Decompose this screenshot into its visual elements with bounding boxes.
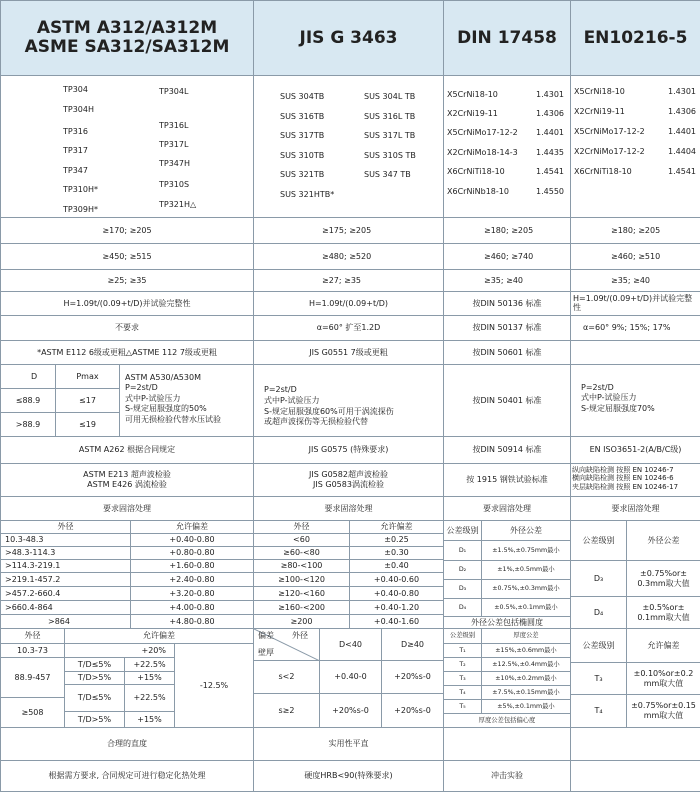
wt-row: ±7.5%,±0.15mm最小 [482,686,570,700]
yield-din: ≥180; ≥205 [444,218,571,244]
igc-astm: ASTM A262 根据合同规定 [1,437,254,464]
od-row: ≥60-<80 [254,547,350,560]
wt-jis-corner [254,629,320,661]
od-row: ±0.5%,±0.1mm最小 [482,599,570,617]
flaring-en: α=60° 9%; 15%; 17% [571,316,700,341]
header-en-title: EN10216-5 [583,27,688,48]
grade-number: 1.4401 [536,128,564,137]
grade: X5CrNiMo17-12-2 [574,127,645,136]
od-head: 公差级别 [444,521,482,541]
wt-row: ±0.75%or±0.15 mm取大值 [631,701,696,720]
straightness-astm: 合理的直度 [1,728,254,761]
flaring-jis: α=60° 扩至1.2D [254,316,444,341]
grade: TP304L [159,87,189,96]
grade: SUS 321TB [280,170,325,179]
od-row: ≥100-<120 [254,573,350,587]
od-row: D₃ [444,580,482,599]
od-row: ±0.30 [350,547,443,560]
flattening-en: H=1.09t/(0.09+t/D)并试验完整性 [571,292,700,316]
grade: TP347H [159,159,190,168]
wt-row: T₁ [444,644,482,658]
ndt-jis: JIS G0582超声波检验 JIS G0583涡流检验 [254,464,444,497]
solution-astm: 要求固溶处理 [1,497,254,521]
od-head: 外径 [1,521,131,534]
od-head: 公差级别 [571,521,627,561]
grade: TP321H△ [159,200,197,209]
other-astm: 根据需方要求, 合同规定可进行稳定化热处理 [1,761,254,792]
od-head: 外径 [254,521,350,534]
ndt-en: 纵向缺陷检测 按照 EN 10246-7 横向缺陷检测 按照 EN 10246-6 夹层缺陷检测 按照 EN 10246-17 [571,464,700,497]
grade: X5CrNi18-10 [447,90,498,99]
grade: X6CrNiNb18-10 [447,187,509,196]
hydro-en: P=2st/D 式中P-试验压力 S-规定屈服强度70% [571,365,700,437]
od-tol-en [571,521,700,629]
od-tol-astm [1,521,254,629]
od-row: ±0.5%or± 0.1mm取大值 [637,602,690,622]
hydro-din: 按DIN 50401 标准 [444,365,571,437]
wt-tol-din [444,629,571,728]
flaring-din: 按DIN 50137 标准 [444,316,571,341]
wt-row: ±5%,±0.1mm最小 [482,700,570,714]
hydro-p-1: ≤17 [56,389,120,413]
od-row: ≥120-<160 [254,587,350,601]
igc-jis: JIS G0575 (特殊要求) [254,437,444,464]
wt-val: +22.5% [125,685,175,712]
wt-td: T/D>5% [65,712,125,727]
grade: SUS 321HTB* [280,190,335,199]
grain-en [571,341,700,365]
elongation-din: ≥35; ≥40 [444,270,571,292]
grade: X2CrNiMo17-12-2 [574,147,645,156]
grade: X2CrNi19-11 [447,109,498,118]
grade: TP316 [63,127,88,136]
wt-td: T/D≤5% [65,685,125,712]
grade-number: 1.4301 [668,87,696,96]
wt-val: +20% [65,644,175,658]
wt-jis-head-a: 偏差 [258,631,274,640]
grade: TP310H* [63,185,98,194]
hydro-astm [1,365,254,437]
yield-en: ≥180; ≥205 [571,218,700,244]
solution-din: 要求固溶处理 [444,497,571,521]
od-row: +0.40-0.80 [131,534,253,547]
grade-number: 1.4401 [668,127,696,136]
grade-number: 1.4541 [536,167,564,176]
grain-astm: *ASTM E112 6级或更粗△ASTME 112 7级或更粗 [1,341,254,365]
wt-head: 公差级别 [571,629,627,663]
grade: TP317L [159,140,189,149]
wt-row: ±15%,±0.6mm最小 [482,644,570,658]
od-row: >48.3-114.3 [1,547,131,560]
flattening-astm: H=1.09t/(0.09+t/D)并试验完整性 [1,292,254,316]
grade: TP304H [63,105,94,114]
grade: TP316L [159,121,189,130]
tensile-en: ≥460; ≥510 [571,244,700,270]
od-row: ±1.5%,±0.75mm最小 [482,541,570,561]
hydro-col-d: D [1,365,56,389]
ndt-astm: ASTM E213 超声波检验 ASTM E426 涡流检验 [1,464,254,497]
wt-head: 允许偏差 [65,629,253,644]
straightness-en [571,728,700,761]
grade-number: 1.4435 [536,148,564,157]
yield-jis: ≥175; ≥205 [254,218,444,244]
solution-jis: 要求固溶处理 [254,497,444,521]
od-tol-din [444,521,571,629]
wt-row: T₄ [444,686,482,700]
grades-jis [254,76,444,218]
header-din-title: DIN 17458 [457,27,557,48]
od-head: 外径公差 [627,521,700,561]
wt-row: +0.40-0 [320,661,382,694]
grade: SUS 316TB [280,112,325,121]
od-row: ±0.75%or± 0.3mm取大值 [627,561,700,597]
od-row: ±1%,±0.5mm最小 [482,561,570,580]
wt-minus: -12.5% [199,680,229,690]
wt-head: 公差级别 [444,629,482,644]
hydro-p-2: ≤19 [56,413,120,436]
od-row: +3.20-0.80 [131,587,253,601]
od-row: ±0.25 [350,534,443,547]
od-row: +2.40-0.80 [131,573,253,587]
grade: X6CrNiTi18-10 [447,167,505,176]
wt-val: +15% [125,672,175,685]
wt-row: s<2 [254,661,320,694]
wt-tol-jis [254,629,444,728]
grade-number: 1.4306 [536,109,564,118]
od-row: ≥80-<100 [254,560,350,573]
grades-din [444,76,571,218]
grade-number: 1.4541 [668,167,696,176]
grade: X5CrNi18-10 [574,87,625,96]
od-head: 允许偏差 [131,521,253,534]
od-row: D₄ [444,599,482,617]
od-row: <60 [254,534,350,547]
wt-row: T₃ [444,672,482,686]
wt-val: +22.5% [125,658,175,672]
od-row: D₄ [571,597,627,628]
tensile-jis: ≥480; ≥520 [254,244,444,270]
od-row: +1.60-0.80 [131,560,253,573]
yield-astm: ≥170; ≥205 [1,218,254,244]
wt-od: ≥508 [1,698,65,727]
wt-od: 10.3-73 [1,644,65,658]
wt-row: +20%s-0 [320,694,382,727]
wt-row: T₂ [444,658,482,672]
grade: SUS 347 TB [364,170,411,179]
wt-head: 外径 [1,629,65,644]
wt-td: T/D≤5% [65,658,125,672]
od-row: ≥200 [254,615,350,628]
od-row: >114.3-219.1 [1,560,131,573]
od-row: >864 [1,615,131,628]
grain-jis: JIS G0551 7级或更粗 [254,341,444,365]
grade: SUS 304L TB [364,92,416,101]
grade: X2CrNi19-11 [574,107,625,116]
flaring-astm: 不要求 [1,316,254,341]
header-en [571,1,700,76]
wt-row: ±10%,±0.2mm最小 [482,672,570,686]
wt-row: s≥2 [254,694,320,727]
od-head: 外径公差 [482,521,570,541]
straightness-din [444,728,571,761]
wt-head: 厚度公差 [482,629,570,644]
od-row: +4.80-0.80 [169,616,215,626]
od-row: +0.80-0.80 [131,547,253,560]
flattening-jis: H=1.09t/(0.09+t/D) [254,292,444,316]
wt-row: T₃ [571,663,627,695]
od-row: +0.40-1.60 [373,616,420,626]
header-astm-title: ASTM A312/A312M [36,18,218,39]
grade: SUS 317L TB [364,131,416,140]
solution-en: 要求固溶处理 [571,497,700,521]
grade: X6CrNiTi18-10 [574,167,632,176]
grades-en [571,76,700,218]
wt-row: T₅ [444,700,482,714]
ndt-din: 按 1915 钢铁试验标准 [444,464,571,497]
hydro-astm-note: ASTM A530/A530M P=2st/D 式中P-试验压力 S-规定屈服强度的50% 可用无损检验代替水压试验 [125,373,221,424]
od-footer: 外径公差包括椭圆度 [471,617,543,627]
wt-head: D≥40 [382,629,443,661]
hydro-col-pmax: Pmax [56,365,120,389]
wt-tol-astm [1,629,254,728]
grade-number: 1.4306 [668,107,696,116]
od-row: D₃ [571,561,627,597]
hydro-d-1: ≤88.9 [1,389,56,413]
grade: TP317 [63,146,88,155]
od-row: D₂ [444,561,482,580]
od-head: 允许偏差 [350,521,443,534]
grades-astm [1,76,254,218]
wt-row: ±12.5%,±0.4mm最小 [482,658,570,672]
wt-row: ±0.10%or±0.2 mm取大值 [627,663,700,695]
other-din: 冲击实验 [444,761,571,792]
od-row: ±0.40 [350,560,443,573]
wt-od: 88.9-457 [1,658,65,698]
grade: SUS 304TB [280,92,325,101]
elongation-astm: ≥25; ≥35 [1,270,254,292]
od-row: ±0.75%,±0.3mm最小 [482,580,570,599]
grade-number: 1.4550 [536,187,564,196]
hydro-jis: P=2st/D 式中P-试验压力 S-规定屈服强度60%可用于涡流探伤 或超声波探伤等无损检验代替 [254,365,444,437]
grade: TP347 [63,166,88,175]
hydro-d-2: >88.9 [1,413,56,436]
od-row: >219.1-457.2 [1,573,131,587]
igc-en: EN ISO3651-2(A/B/C级) [571,437,700,464]
od-row: D₁ [444,541,482,561]
od-row: +4.00-0.80 [131,601,253,615]
od-row: ≥160-<200 [254,601,350,615]
elongation-en: ≥35; ≥40 [571,270,700,292]
od-row: +0.40-0.60 [350,573,443,587]
grade: SUS 317TB [280,131,325,140]
wt-footer: 厚度公差包括偏心度 [478,716,536,724]
od-tol-jis [254,521,444,629]
grade: TP309H* [63,205,98,214]
wt-row: +20%s-0 [382,661,443,694]
other-en [571,761,700,792]
grade-number: 1.4404 [668,147,696,156]
grade: TP310S [159,180,190,189]
flattening-din: 按DIN 50136 标准 [444,292,571,316]
od-row: +0.40-0.80 [350,587,443,601]
wt-row: T₄ [571,695,627,727]
wt-tol-en [571,629,700,728]
straightness-jis: 实用性平直 [254,728,444,761]
wt-row: +20%s-0 [394,705,431,715]
other-jis: 硬度HRB<90(特殊要求) [254,761,444,792]
wt-head: D<40 [320,629,382,661]
tensile-astm: ≥450; ≥515 [1,244,254,270]
od-row: >660.4-864 [1,601,131,615]
grade: SUS 316L TB [364,112,416,121]
grade: SUS 310TB [280,151,325,160]
elongation-jis: ≥27; ≥35 [254,270,444,292]
tensile-din: ≥460; ≥740 [444,244,571,270]
grade: X2CrNiMo18-14-3 [447,148,518,157]
wt-td: T/D>5% [65,672,125,685]
od-row: +0.40-1.20 [350,601,443,615]
grade: SUS 310S TB [364,151,416,160]
igc-din: 按DIN 50914 标准 [444,437,571,464]
od-row: 10.3-48.3 [1,534,131,547]
header-asme-title: ASME SA312/SA312M [24,37,230,57]
grain-din: 按DIN 50601 标准 [444,341,571,365]
wt-val: +15% [125,712,175,727]
grade: TP304 [63,85,88,94]
header-jis [254,1,444,76]
od-row: >457.2-660.4 [1,587,131,601]
wt-head: 允许偏差 [627,629,700,663]
grade-number: 1.4301 [536,90,564,99]
header-din [444,1,571,76]
header-jis-title: JIS G 3463 [299,27,398,48]
wt-jis-head-b: 外径 [292,631,308,640]
wt-jis-head-c: 壁厚 [258,648,274,657]
header-astm [1,1,254,76]
grade: X5CrNiMo17-12-2 [447,128,518,137]
